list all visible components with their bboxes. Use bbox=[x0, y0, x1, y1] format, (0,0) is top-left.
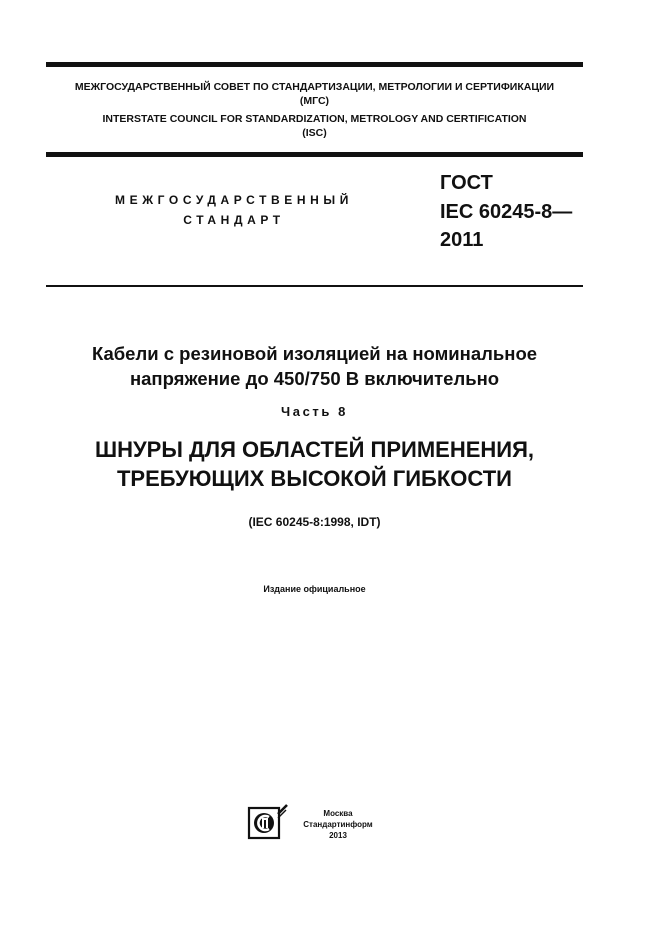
council-name-ru: МЕЖГОСУДАРСТВЕННЫЙ СОВЕТ ПО СТАНДАРТИЗАЦИИ, МЕТРОЛОГИИ И СЕРТИФИКАЦИИ bbox=[74, 81, 555, 93]
standard-designation-line3: 2011 bbox=[440, 229, 484, 251]
council-abbr-ru: (МГС) bbox=[299, 95, 330, 107]
top-divider bbox=[46, 62, 583, 67]
iec-reference: (IEC 60245-8:1998, IDT) bbox=[248, 515, 381, 529]
title-divider bbox=[46, 285, 583, 287]
part-title-line1: ШНУРЫ ДЛЯ ОБЛАСТЕЙ ПРИМЕНЕНИЯ, bbox=[94, 437, 535, 462]
part-label: Часть 8 bbox=[281, 404, 348, 419]
council-name-en: INTERSTATE COUNCIL FOR STANDARDIZATION, METROLOGY AND CERTIFICATION bbox=[102, 113, 527, 125]
standartinform-logo-icon bbox=[247, 804, 289, 840]
standard-designation-line2: IEC 60245-8— bbox=[440, 201, 573, 223]
standard-kind-line1: МЕЖГОСУДАРСТВЕННЫЙ bbox=[115, 193, 353, 207]
document-title-line1: Кабели с резиновой изоляцией на номинальное bbox=[91, 343, 538, 364]
part-title-line2: ТРЕБУЮЩИХ ВЫСОКОЙ ГИБКОСТИ bbox=[116, 466, 512, 491]
edition-label: Издание официальное bbox=[263, 584, 366, 594]
council-abbr-en: (ISC) bbox=[302, 127, 327, 139]
standard-kind-line2: СТАНДАРТ bbox=[183, 213, 285, 227]
document-title-line2: напряжение до 450/750 В включительно bbox=[129, 368, 500, 389]
standard-designation-line1: ГОСТ bbox=[440, 172, 493, 194]
publisher-city: Москва bbox=[323, 809, 353, 818]
publisher-name: Стандартинформ bbox=[303, 820, 373, 829]
header-divider bbox=[46, 152, 583, 157]
publication-year: 2013 bbox=[329, 831, 347, 840]
